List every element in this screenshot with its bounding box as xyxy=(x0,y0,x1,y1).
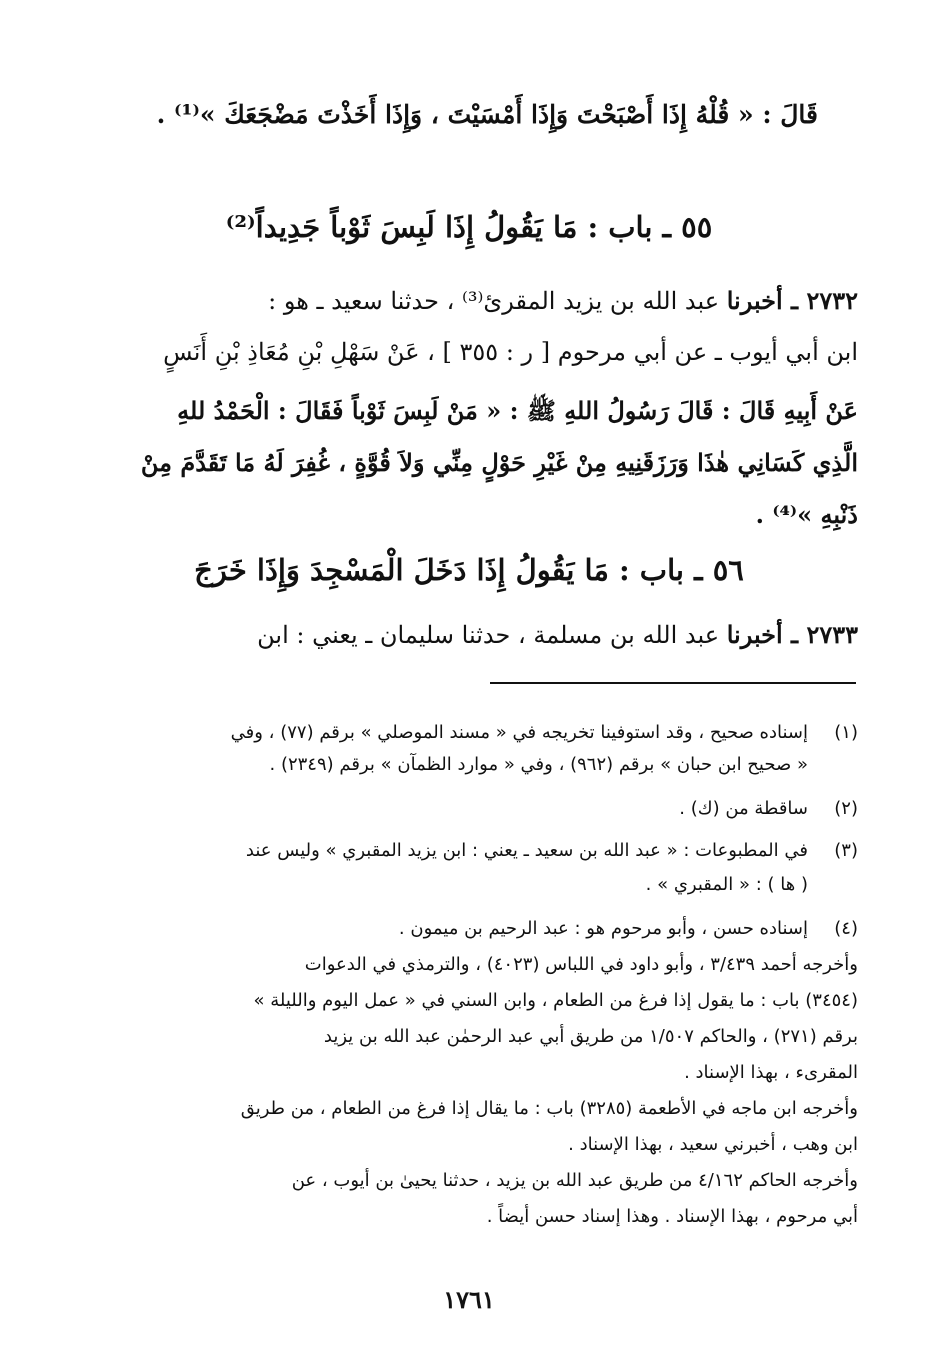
footnote-4-cont xyxy=(80,1134,858,1166)
footnote-4-cont xyxy=(80,990,858,1022)
footnote-text: وأخرجه ابن ماجه في الأطعمة (٣٢٨٥) باب : ما يقال إذا فرغ من الطعام ، من طريق xyxy=(240,1098,858,1119)
footnote-text: المقرىء ، بهذا الإسناد . xyxy=(684,1062,858,1083)
footnote-text: ساقطة من (ك) . xyxy=(679,798,808,819)
footnote-1 xyxy=(80,722,858,754)
footnote-number: (١) xyxy=(834,722,858,743)
hadith-2732-line-3: عَنْ أَبِيهِ قَالَ : قَالَ رَسُولُ اللهِ ﷺ : « مَنْ لَبِسَ ثَوْباً فَقَالَ : الْحَمْدُ للهِ xyxy=(177,396,858,425)
hadith-ending-line: قَالَ : « قُلْهُ إِذَا أَصْبَحْتَ وَإِذَا أَمْسَيْتَ ، وَإِذَا أَخَذْتَ مَضْجَعَكَ »⁽¹⁾ . xyxy=(156,100,818,129)
footnote-text: إسناده حسن ، وأبو مرحوم هو : عبد الرحيم بن ميمون . xyxy=(398,918,808,939)
footnote-number: (٤) xyxy=(834,918,858,939)
footnote-4-cont xyxy=(80,1062,858,1094)
main-text xyxy=(80,0,858,680)
footnote-text: وأخرجه الحاكم ٤/١٦٢ من طريق عبد الله بن يزيد ، حدثنا يحيىٰ بن أيوب ، عن xyxy=(291,1170,858,1191)
footnote-4-cont xyxy=(80,1026,858,1058)
footnote-text: وأخرجه أحمد ٣/٤٣٩ ، وأبو داود في اللباس (٤٠٢٣) ، والترمذي في الدعوات xyxy=(304,954,858,975)
footnote-3-cont xyxy=(80,874,858,906)
footnote-2 xyxy=(80,798,858,830)
footnote-text: (٣٤٥٤) باب : ما يقول إذا فرغ من الطعام ، وابن السني في « عمل اليوم والليلة » xyxy=(253,990,858,1011)
footnote-4-cont xyxy=(80,1098,858,1130)
hadith-2732-line-4: الَّذِي كَسَانِي هٰذَا وَرَزَقَنِيهِ مِنْ غَيْرِ حَوْلٍ مِنِّي وَلاَ قُوَّةٍ ، غُفِرَ لَهُ مَا تَقَدَّمَ مِنْ xyxy=(140,448,858,477)
footnote-text: أبي مرحوم ، بهذا الإسناد . وهذا إسناد حسن أيضاً . xyxy=(486,1206,858,1227)
footnote-4-cont xyxy=(80,1206,858,1238)
chapter-heading-55: ٥٥ ـ باب : مَا يَقُولُ إِذَا لَبِسَ ثَوْباً جَدِيداً⁽²⁾ xyxy=(225,210,713,244)
footnote-text: إسناده صحيح ، وقد استوفينا تخريجه في « مسند الموصلي » برقم (٧٧) ، وفي xyxy=(230,722,808,743)
hadith-2732-line-5: ذَنْبِهِ »⁽⁴⁾ . xyxy=(755,500,858,529)
hadith-2732-line-2: ابن أبي أيوب ـ عن أبي مرحوم [ ر : ٣٥٥ ] ، عَنْ سَهْلِ بْنِ مُعَاذِ بْنِ أَنَسٍ xyxy=(163,338,858,366)
footnote-number: (٣) xyxy=(834,840,858,861)
footnote-number: (٢) xyxy=(834,798,858,819)
footnote-text: برقم (٢٧١) ، والحاكم ١/٥٠٧ من طريق أبي عبد الرحمٰن عبد الله بن يزيد xyxy=(323,1026,858,1047)
hadith-2733-line-1 xyxy=(80,620,858,649)
hadith-text: عبد الله بن يزيد المقرئ⁽³⁾ ، حدثنا سعيد ـ هو : xyxy=(268,287,720,315)
footnote-3 xyxy=(80,840,858,872)
footnote-4-cont xyxy=(80,1170,858,1202)
footnote-text: ( ها ) : « المقبري » . xyxy=(645,874,808,895)
footnote-text: « صحيح ابن حبان » برقم (٩٦٢) ، وفي « موارد الظمآن » برقم (٢٣٤٩) . xyxy=(269,754,808,775)
footnote-1-cont xyxy=(80,754,858,786)
footnotes xyxy=(80,722,858,1282)
hadith-text: عبد الله بن مسلمة ، حدثنا سليمان ـ يعني : ابن xyxy=(257,621,720,649)
page-number: ١٧٦١ xyxy=(443,1285,495,1314)
hadith-number: ٢٧٣٢ ـ أخبرنا xyxy=(726,286,858,315)
hadith-2732-line-1 xyxy=(80,286,858,315)
hadith-number: ٢٧٣٣ ـ أخبرنا xyxy=(726,620,858,649)
footnote-separator xyxy=(490,682,856,684)
footnote-text: في المطبوعات : « عبد الله بن سعيد ـ يعني : ابن يزيد المقبري » وليس عند xyxy=(245,840,808,861)
footnote-4 xyxy=(80,918,858,950)
footnote-text: ابن وهب ، أخبرني سعيد ، بهذا الإسناد . xyxy=(568,1134,858,1155)
footnote-4-cont xyxy=(80,954,858,986)
chapter-heading-56: ٥٦ ـ باب : مَا يَقُولُ إِذَا دَخَلَ الْمَسْجِدَ وَإِذَا خَرَجَ xyxy=(194,553,744,587)
